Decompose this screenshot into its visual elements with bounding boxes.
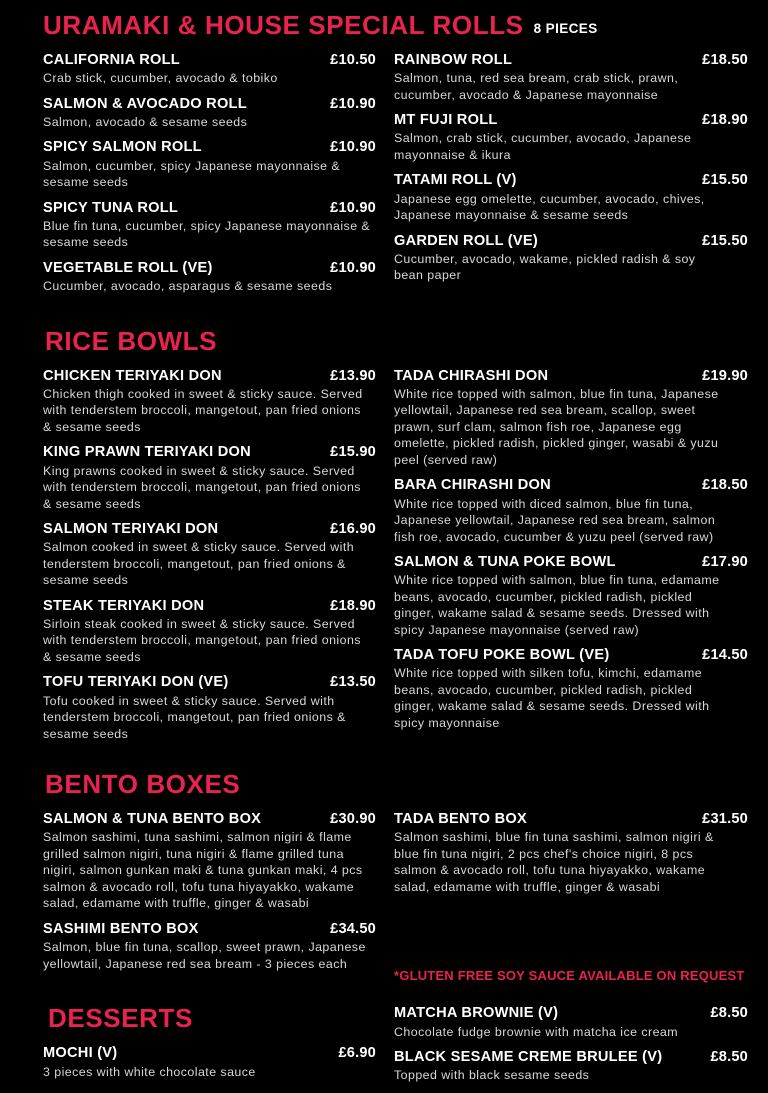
menu-item-name: TADA TOFU POKE BOWL (VE)	[394, 647, 610, 664]
menu-item-description: White rice topped with salmon, blue fin tuna, edamame beans, avocado, cucumber, pickled radish, pickled ginger, wakame salad & sesame seeds. Dressed with spicy Japanese mayonnaise (served raw)	[394, 573, 720, 637]
menu-item-head	[394, 368, 748, 385]
menu-item-name: KING PRAWN TERIYAKI DON	[43, 444, 251, 461]
column-right	[394, 52, 768, 304]
section-body-rice-bowls	[0, 368, 768, 752]
menu-item-description: Salmon, crab stick, cucumber, avocado, Japanese mayonnaise & ikura	[394, 131, 692, 162]
menu-item-price: £19.90	[702, 367, 748, 384]
menu-item-description: Chicken thigh cooked in sweet & sticky sauce. Served with tenderstem broccoli, mangetout, pan fried onions & sesame seeds	[43, 386, 363, 434]
menu-item-head	[43, 52, 376, 69]
column-right	[394, 811, 768, 983]
menu-item-name: SPICY SALMON ROLL	[43, 139, 202, 156]
menu-item-name: STEAK TERIYAKI DON	[43, 597, 205, 614]
menu-item-price: £10.90	[330, 139, 376, 156]
menu-item-description: Chocolate fudge brownie with matcha ice cream	[394, 1024, 679, 1039]
section-body-bento-boxes	[0, 811, 768, 983]
menu-item-description: Salmon cooked in sweet & sticky sauce. Served with tenderstem broccoli, mangetout, pan fried onions & sesame seeds	[43, 540, 355, 588]
menu-item-head	[43, 598, 376, 615]
menu-item-price: £13.90	[330, 367, 376, 384]
menu-item[interactable]	[394, 172, 748, 223]
menu-item-description: Topped with black sesame seeds	[394, 1068, 590, 1083]
menu-item-head	[394, 554, 748, 571]
menu-item[interactable]	[394, 52, 748, 103]
menu-item-head	[43, 521, 376, 538]
menu-item-head	[394, 811, 748, 828]
menu-item-name: RAINBOW ROLL	[394, 52, 513, 68]
menu-item[interactable]	[394, 811, 748, 895]
menu-item-name: TADA BENTO BOX	[394, 811, 527, 828]
menu-item-description: Cucumber, avocado, wakame, pickled radish & soy bean paper	[394, 251, 696, 283]
menu-item-head	[394, 647, 748, 664]
gluten-free-note: *GLUTEN FREE SOY SAUCE AVAILABLE ON REQUEST	[394, 968, 745, 984]
menu-item-head	[43, 200, 376, 217]
section-title: DESSERTS	[48, 1003, 193, 1034]
menu-item[interactable]	[43, 260, 376, 295]
menu-item-name: SALMON & AVOCADO ROLL	[43, 95, 247, 112]
menu-item-description: 3 pieces with white chocolate sauce	[43, 1064, 256, 1079]
menu-item[interactable]	[43, 200, 376, 251]
menu-item[interactable]	[394, 368, 748, 469]
menu-item[interactable]	[394, 477, 748, 545]
menu-item-price: £34.50	[330, 920, 376, 937]
menu-item-name: MT FUJI ROLL	[394, 112, 498, 129]
menu-item-price: £10.50	[330, 52, 376, 68]
menu-item-price: £8.50	[710, 1005, 748, 1022]
menu-item-head	[394, 1049, 748, 1066]
menu-item-price: £18.50	[702, 477, 748, 494]
column-left	[0, 52, 394, 304]
menu-item-price: £18.90	[330, 597, 376, 614]
menu-item-description: Salmon, avocado & sesame seeds	[43, 114, 248, 129]
menu-item-head	[43, 1045, 376, 1062]
menu-item-price: £15.50	[702, 232, 748, 249]
menu-item-name: VEGETABLE ROLL (VE)	[43, 259, 213, 276]
menu-item-name: GARDEN ROLL (VE)	[394, 232, 538, 249]
section-body-uramaki	[0, 52, 768, 304]
menu-item[interactable]	[43, 1045, 376, 1080]
section-header-bento-boxes	[0, 769, 768, 800]
menu-item[interactable]	[43, 521, 376, 589]
menu-item[interactable]	[43, 921, 376, 972]
menu-item-price: £18.90	[702, 112, 748, 129]
menu-item-name: SASHIMI BENTO BOX	[43, 920, 199, 937]
menu-item-description: Crab stick, cucumber, avocado & tobiko	[43, 71, 278, 86]
menu-item-name: CHICKEN TERIYAKI DON	[43, 367, 222, 384]
menu-item[interactable]	[43, 368, 376, 436]
menu-item-price: £16.90	[330, 521, 376, 538]
menu-item-price: £15.50	[702, 172, 748, 189]
menu-item-head	[43, 811, 376, 828]
section-header-rice-bowls	[0, 325, 768, 356]
menu-item[interactable]	[43, 444, 376, 512]
menu-item-price: £10.90	[330, 259, 376, 276]
menu-item-name: SALMON & TUNA BENTO BOX	[43, 811, 262, 828]
menu-item-description: Cucumber, avocado, asparagus & sesame seeds	[43, 279, 333, 294]
menu-item[interactable]	[43, 598, 376, 666]
menu-item[interactable]	[43, 52, 376, 87]
menu-item-head	[394, 1005, 748, 1022]
section-header-desserts	[43, 1003, 376, 1034]
menu-item-description: White rice topped with silken tofu, kimchi, edamame beans, avocado, cucumber, pickled radish, pickled ginger, wakame salad & sesame seeds. Dressed with spicy mayonnaise	[394, 666, 710, 730]
menu-item-description: Japanese egg omelette, cucumber, avocado, chives, Japanese mayonnaise & sesame seeds	[394, 191, 705, 223]
menu-item-price: £8.50	[710, 1049, 748, 1066]
menu-item-head	[394, 172, 748, 189]
menu-item-name: SPICY TUNA ROLL	[43, 199, 179, 216]
section-desserts	[0, 1005, 768, 1092]
menu-item-head	[43, 674, 376, 691]
menu-item[interactable]	[394, 1005, 748, 1040]
menu-item-description: Tofu cooked in sweet & sticky sauce. Served with tenderstem broccoli, mangetout, pan fried onions & sesame seeds	[43, 693, 346, 741]
menu-item-description: Salmon, blue fin tuna, scallop, sweet prawn, Japanese yellowtail, Japanese red sea bream - 3 pieces each	[43, 940, 366, 971]
menu-item[interactable]	[43, 811, 376, 912]
menu-item-name: CALIFORNIA ROLL	[43, 52, 180, 68]
menu-item-price: £13.50	[330, 674, 376, 691]
menu-item-head	[43, 921, 376, 938]
menu-item-name: MOCHI (V)	[43, 1045, 118, 1062]
column-left	[0, 1005, 394, 1092]
menu-item-description: Salmon, cucumber, spicy Japanese mayonnaise & sesame seeds	[43, 158, 341, 190]
section-subtitle: 8 PIECES	[533, 21, 598, 36]
menu-item-description: Sirloin steak cooked in sweet & sticky sauce. Served with tenderstem broccoli, mangetout, pan fried onions & sesame seeds	[43, 616, 361, 664]
menu-item-head	[394, 233, 748, 250]
menu-item-price: £10.90	[330, 95, 376, 112]
section-title: BENTO BOXES	[45, 769, 241, 800]
menu-item-price: £14.50	[702, 647, 748, 664]
column-left	[0, 811, 394, 983]
menu-item-name: SALMON TERIYAKI DON	[43, 521, 219, 538]
menu-item-price: £31.50	[702, 811, 748, 828]
menu-item-head	[394, 112, 748, 129]
section-header-uramaki	[0, 12, 768, 38]
menu-item[interactable]	[43, 139, 376, 190]
column-right	[394, 1005, 768, 1092]
menu-item-head	[43, 139, 376, 156]
menu-item[interactable]	[43, 96, 376, 131]
menu-item-description: White rice topped with salmon, blue fin tuna, Japanese yellowtail, Japanese red sea bream, scallop, sweet prawn, surf clam, salmon fish roe, Japanese egg omelette, pickled radish, pickled ginger, wasabi & yuzu peel (served raw)	[394, 386, 719, 467]
menu-item[interactable]	[394, 554, 748, 638]
column-left	[0, 368, 394, 752]
menu-item[interactable]	[394, 647, 748, 731]
menu-item[interactable]	[394, 1049, 748, 1084]
menu-item-description: Salmon sashimi, blue fin tuna sashimi, salmon nigiri & blue fin tuna nigiri, 2 pcs chef's choice nigiri, 8 pcs salmon & avocado roll, tofu tuna hiyayakko, wakame salad, edamame with truffle, ginger & wasabi	[394, 830, 714, 894]
menu-item-name: TOFU TERIYAKI DON (VE)	[43, 674, 229, 691]
menu-item-head	[394, 52, 748, 69]
menu-item-description: White rice topped with diced salmon, blue fin tuna, Japanese yellowtail, Japanese red sea bream, salmon fish roe, avocado, cucumber & yuzu peel (served raw)	[394, 496, 716, 544]
menu-item-name: BARA CHIRASHI DON	[394, 477, 551, 494]
menu-item[interactable]	[43, 674, 376, 742]
menu-item-head	[394, 477, 748, 494]
menu-item-price: £17.90	[702, 554, 748, 571]
menu-item[interactable]	[394, 233, 748, 284]
menu-item-name: TADA CHIRASHI DON	[394, 367, 549, 384]
menu-item-description: Salmon sashimi, tuna sashimi, salmon nigiri & flame grilled salmon nigiri, tuna nigiri & flame grilled tuna nigiri, salmon gunkan maki & tuna gunkan maki, 4 pcs salmon & avocado roll, tofu tuna hiyayakko, wakame salad, edamame with truffle, ginger & wasabi	[43, 830, 363, 911]
menu-item-name: BLACK SESAME CREME BRULEE (V)	[394, 1049, 663, 1066]
menu-item-name: TATAMI ROLL (V)	[394, 172, 517, 189]
section-title: URAMAKI & HOUSE SPECIAL ROLLS	[43, 10, 524, 40]
column-right	[394, 368, 768, 752]
menu-item-price: £30.90	[330, 811, 376, 828]
menu-item-name: SALMON & TUNA POKE BOWL	[394, 554, 616, 571]
menu-item-name: MATCHA BROWNIE (V)	[394, 1005, 559, 1022]
menu-item-price: £18.50	[702, 52, 748, 68]
menu-item-description: Blue fin tuna, cucumber, spicy Japanese mayonnaise & sesame seeds	[43, 218, 371, 250]
menu-item-price: £6.90	[338, 1045, 376, 1062]
menu-item-head	[43, 368, 376, 385]
menu-item[interactable]	[394, 112, 748, 163]
menu-item-price: £15.90	[330, 444, 376, 461]
menu-item-description: King prawns cooked in sweet & sticky sauce. Served with tenderstem broccoli, mangetout, pan fried onions & sesame seeds	[43, 463, 361, 511]
menu-item-description: Salmon, tuna, red sea bream, crab stick, prawn, cucumber, avocado & Japanese mayonnaise	[394, 71, 679, 102]
menu-item-price: £10.90	[330, 199, 376, 216]
section-title: RICE BOWLS	[45, 325, 218, 356]
menu-item-head	[43, 96, 376, 113]
menu-item-head	[43, 260, 376, 277]
menu-item-head	[43, 444, 376, 461]
